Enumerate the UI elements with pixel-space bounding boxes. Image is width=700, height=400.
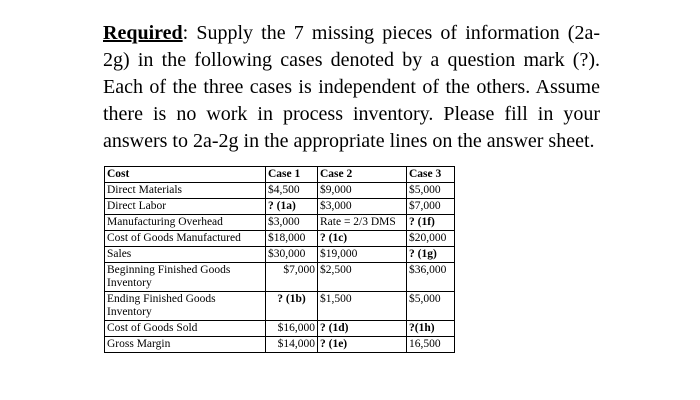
case1-value: $30,000 bbox=[266, 247, 318, 263]
row-label: Sales bbox=[105, 247, 266, 263]
row-label: Gross Margin bbox=[105, 337, 266, 353]
case1-value: $14,000 bbox=[266, 337, 318, 353]
header-case1: Case 1 bbox=[266, 167, 318, 183]
table-row bbox=[105, 247, 455, 263]
case3-value: $5,000 bbox=[407, 292, 455, 321]
case1-value: $4,500 bbox=[266, 183, 318, 199]
case1-value: ? (1b) bbox=[266, 292, 318, 321]
case2-value: Rate = 2/3 DMS bbox=[318, 215, 407, 231]
table-row bbox=[105, 231, 455, 247]
case2-value: ? (1e) bbox=[318, 337, 407, 353]
case2-value: ? (1c) bbox=[318, 231, 407, 247]
instructions-paragraph bbox=[103, 20, 600, 155]
case3-value: ? (1g) bbox=[407, 247, 455, 263]
case3-value: $36,000 bbox=[407, 263, 455, 292]
table-row bbox=[105, 263, 455, 292]
cost-table bbox=[104, 166, 455, 353]
row-label: Cost of Goods Sold bbox=[105, 321, 266, 337]
case1-value: $3,000 bbox=[266, 215, 318, 231]
case1-value: ? (1a) bbox=[266, 199, 318, 215]
case3-value: $7,000 bbox=[407, 199, 455, 215]
case3-value: 16,500 bbox=[407, 337, 455, 353]
case2-value: $19,000 bbox=[318, 247, 407, 263]
row-label: Cost of Goods Manufactured bbox=[105, 231, 266, 247]
case1-value: $7,000 bbox=[266, 263, 318, 292]
table-row bbox=[105, 215, 455, 231]
case2-value: $2,500 bbox=[318, 263, 407, 292]
table-header-row bbox=[105, 167, 455, 183]
row-label: Direct Labor bbox=[105, 199, 266, 215]
table-row bbox=[105, 321, 455, 337]
case3-value: ? (1f) bbox=[407, 215, 455, 231]
case1-value: $16,000 bbox=[266, 321, 318, 337]
case2-value: ? (1d) bbox=[318, 321, 407, 337]
case2-value: $9,000 bbox=[318, 183, 407, 199]
table-row bbox=[105, 337, 455, 353]
row-label: Ending Finished Goods Inventory bbox=[105, 292, 266, 321]
table-row bbox=[105, 183, 455, 199]
instructions-text: : Supply the 7 missing pieces of information (2a-2g) in the following cases denoted by a question mark (?). Each of the three cases is independent of the others. Assume there is no work in process inventory. Please fill in your answers to 2a-2g in the appropriate lines on the answer sheet. bbox=[103, 22, 600, 152]
case3-value: $20,000 bbox=[407, 231, 455, 247]
row-label: Manufacturing Overhead bbox=[105, 215, 266, 231]
header-case3: Case 3 bbox=[407, 167, 455, 183]
header-case2: Case 2 bbox=[318, 167, 407, 183]
case2-value: $3,000 bbox=[318, 199, 407, 215]
case3-value: ?(1h) bbox=[407, 321, 455, 337]
case3-value: $5,000 bbox=[407, 183, 455, 199]
table-row bbox=[105, 199, 455, 215]
case1-value: $18,000 bbox=[266, 231, 318, 247]
case2-value: $1,500 bbox=[318, 292, 407, 321]
required-label: Required bbox=[103, 22, 183, 44]
header-cost: Cost bbox=[105, 167, 266, 183]
row-label: Beginning Finished Goods Inventory bbox=[105, 263, 266, 292]
row-label: Direct Materials bbox=[105, 183, 266, 199]
table-row bbox=[105, 292, 455, 321]
